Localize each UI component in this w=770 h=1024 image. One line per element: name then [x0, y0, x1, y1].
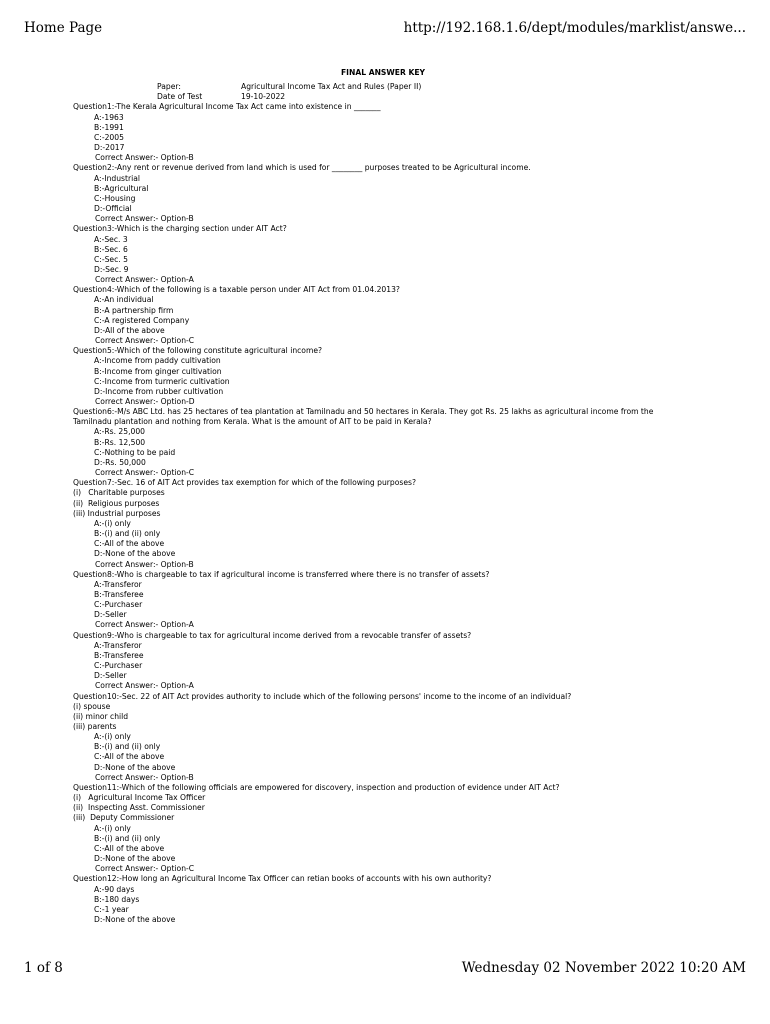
option-item: C:-All of the above — [94, 539, 165, 549]
option-item: B:-Sec. 6 — [94, 244, 128, 254]
print-footer — [24, 960, 746, 978]
option-list — [73, 885, 693, 926]
question-block — [73, 163, 693, 224]
question-block — [73, 346, 693, 407]
option-item: A:-An individual — [94, 295, 154, 305]
option-item: D:-All of the above — [94, 325, 165, 335]
question-text: Question12:-How long an Agricultural Income Tax Officer can retian books of accounts with his own authority? — [73, 874, 492, 884]
meta-value: 19-10-2022 — [241, 92, 286, 102]
option-item: C:-Nothing to be paid — [94, 447, 176, 457]
option-item: A:-Transferor — [94, 640, 142, 650]
option-item: D:-Income from rubber cultivation — [94, 386, 224, 396]
option-item: B:-Income from ginger cultivation — [94, 366, 222, 376]
option-item: C:-Sec. 5 — [94, 254, 128, 264]
question-statement: (i) Agricultural Income Tax Officer — [73, 793, 206, 803]
question-statement: (iii) parents — [73, 722, 117, 731]
option-item: D:-None of the above — [94, 549, 176, 559]
question-block — [73, 570, 693, 631]
option-item: A:-(i) only — [94, 823, 131, 833]
option-item: C:-Housing — [94, 193, 136, 203]
print-timestamp: Wednesday 02 November 2022 10:20 AM — [461, 960, 746, 976]
question-statement: (iii) Deputy Commissioner — [73, 813, 175, 823]
question-statement: (i) spouse — [73, 701, 111, 711]
question-statement: (ii) Religious purposes — [73, 498, 160, 508]
option-list — [73, 295, 693, 336]
question-text: Question7:-Sec. 16 of AIT Act provides tax exemption for which of the following purposes? — [73, 478, 416, 488]
option-item: C:-Purchaser — [94, 661, 143, 671]
answer-key-document — [73, 68, 693, 925]
option-item: C:-1 year — [94, 904, 129, 914]
correct-answer: Correct Answer:- Option-A — [95, 681, 194, 691]
option-item: A:-1963 — [94, 112, 124, 122]
option-item: A:-Transferor — [94, 579, 142, 589]
question-block — [73, 478, 693, 569]
option-item: A:-90 days — [94, 884, 135, 894]
question-text: Question1:-The Kerala Agricultural Income Tax Act came into existence in _______ — [73, 102, 381, 112]
option-item: B:-A partnership firm — [94, 305, 174, 315]
document-title: FINAL ANSWER KEY — [340, 68, 426, 77]
meta-value: Agricultural Income Tax Act and Rules (Paper II) — [241, 82, 422, 92]
option-item: B:-Transferee — [94, 650, 144, 660]
question-block — [73, 407, 693, 478]
correct-answer: Correct Answer:- Option-B — [95, 772, 194, 782]
option-item: B:-Transferee — [94, 589, 144, 599]
correct-answer: Correct Answer:- Option-B — [95, 559, 194, 569]
option-item: D:-None of the above — [94, 762, 176, 772]
question-text: Question11:-Which of the following officials are empowered for discovery, inspection and production of evidence under AIT Act? — [73, 782, 560, 792]
question-text: Question2:-Any rent or revenue derived from land which is used for ________ purposes treated to be Agricultural income. — [73, 163, 531, 173]
correct-answer: Correct Answer:- Option-C — [95, 864, 195, 874]
question-block — [73, 692, 693, 783]
print-header — [24, 20, 746, 38]
meta-row-paper — [157, 82, 693, 92]
option-item: A:-Industrial — [94, 173, 140, 183]
page-count: 1 of 8 — [24, 960, 63, 976]
question-text: Question5:-Which of the following constitute agricultural income? — [73, 346, 323, 356]
option-list — [73, 580, 693, 621]
question-block — [73, 874, 693, 925]
correct-answer: Correct Answer:- Option-D — [95, 397, 195, 406]
correct-answer: Correct Answer:- Option-A — [95, 620, 194, 630]
question-statement: (ii) minor child — [73, 711, 129, 721]
option-item: D:-Official — [94, 204, 132, 214]
question-text: Question9:-Who is chargeable to tax for agricultural income derived from a revocable transfer of assets? — [73, 630, 472, 640]
option-list — [73, 113, 693, 154]
option-item: B:-1991 — [94, 122, 124, 132]
option-item: D:-Rs. 50,000 — [94, 457, 146, 467]
option-item: B:-Rs. 12,500 — [94, 437, 146, 447]
option-item: A:-Sec. 3 — [94, 234, 128, 244]
option-list — [73, 824, 693, 865]
option-item: C:-All of the above — [94, 843, 165, 853]
option-item: B:-180 days — [94, 894, 140, 904]
question-statement: (ii) Inspecting Asst. Commissioner — [73, 803, 205, 813]
option-item: A:-(i) only — [94, 732, 131, 742]
option-item: D:-Sec. 9 — [94, 264, 129, 274]
meta-label: Date of Test — [157, 92, 203, 102]
option-list — [73, 356, 693, 397]
option-item: D:-Seller — [94, 671, 127, 681]
option-item: B:-(i) and (ii) only — [94, 833, 161, 843]
option-item: B:-Agricultural — [94, 183, 149, 193]
question-statement: (i) Charitable purposes — [73, 488, 165, 498]
meta-row-date — [157, 92, 693, 102]
option-item: C:-All of the above — [94, 752, 165, 762]
option-item: C:-Purchaser — [94, 600, 143, 610]
option-item: D:-None of the above — [94, 854, 176, 864]
header-url: http://192.168.1.6/dept/modules/marklist/answe... — [403, 20, 746, 36]
correct-answer: Correct Answer:- Option-C — [95, 336, 195, 346]
option-item: D:-None of the above — [94, 914, 176, 924]
question-text: Question8:-Who is chargeable to tax if agricultural income is transferred where there is no transfer of assets? — [73, 569, 490, 579]
option-item: C:-A registered Company — [94, 315, 190, 325]
question-text: Question6:-M/s ABC Ltd. has 25 hectares of tea plantation at Tamilnadu and 50 hectares in Kerala. They got Rs. 25 lakhs as agricultural income from the Tamilnadu plantation and nothing from Kerala. What is the amount of AIT to be paid in Kerala? — [73, 407, 654, 427]
option-item: A:-(i) only — [94, 518, 131, 528]
option-item: D:-Seller — [94, 610, 127, 620]
option-list — [73, 641, 693, 682]
question-text: Question3:-Which is the charging section under AIT Act? — [73, 224, 287, 234]
option-list — [73, 235, 693, 276]
question-text: Question4:-Which of the following is a taxable person under AIT Act from 01.04.2013? — [73, 285, 400, 295]
option-item: C:-2005 — [94, 132, 124, 142]
question-block — [73, 285, 693, 346]
option-list — [73, 519, 693, 560]
question-block — [73, 102, 693, 163]
option-list — [73, 732, 693, 773]
option-item: B:-(i) and (ii) only — [94, 742, 161, 752]
option-list — [73, 174, 693, 215]
option-item: A:-Rs. 25,000 — [94, 427, 145, 437]
meta-label: Paper: — [157, 82, 181, 92]
question-block — [73, 783, 693, 874]
option-list — [73, 427, 693, 468]
question-statement: (iii) Industrial purposes — [73, 508, 161, 518]
correct-answer: Correct Answer:- Option-A — [95, 275, 194, 285]
question-text: Question10:-Sec. 22 of AIT Act provides authority to include which of the following persons' income to the income of an individual? — [73, 691, 572, 701]
correct-answer: Correct Answer:- Option-B — [95, 214, 194, 224]
question-list — [73, 102, 693, 925]
test-meta — [73, 82, 693, 102]
correct-answer: Correct Answer:- Option-B — [95, 153, 194, 163]
option-item: C:-Income from turmeric cultivation — [94, 376, 230, 386]
question-block — [73, 631, 693, 692]
option-item: B:-(i) and (ii) only — [94, 529, 161, 539]
option-item: A:-Income from paddy cultivation — [94, 356, 221, 366]
option-item: D:-2017 — [94, 143, 125, 153]
header-page-title: Home Page — [24, 20, 103, 36]
correct-answer: Correct Answer:- Option-C — [95, 468, 195, 478]
question-block — [73, 224, 693, 285]
